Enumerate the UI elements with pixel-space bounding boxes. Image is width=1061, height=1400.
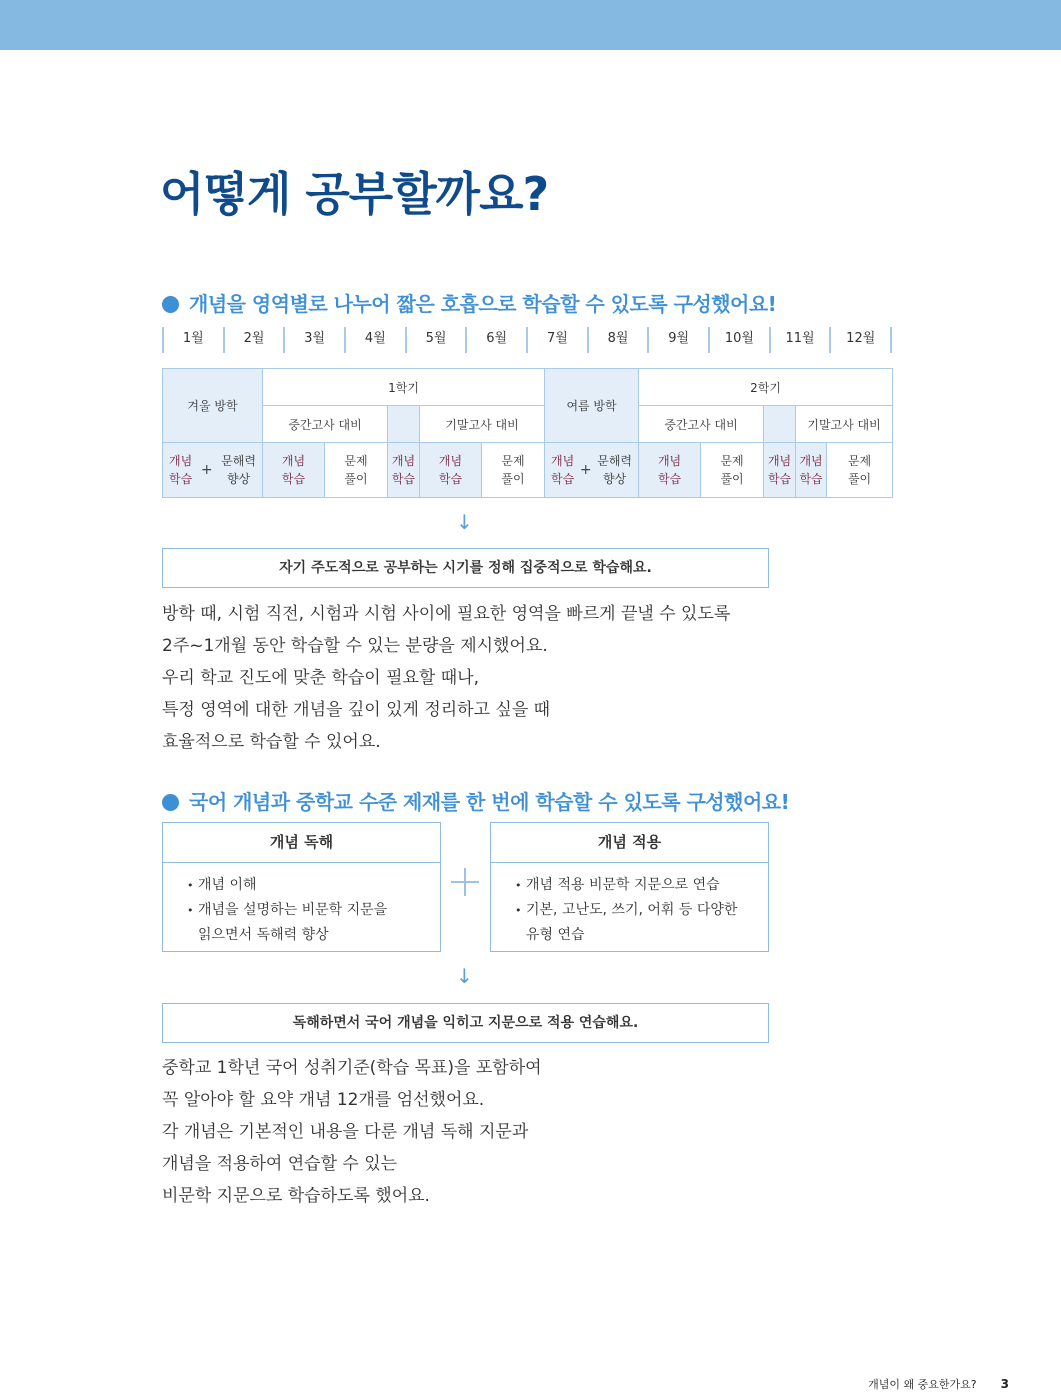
concept-label: 개념 <box>767 454 792 468</box>
paragraph-line: 개념을 적용하여 연습할 수 있는 <box>162 1154 398 1174</box>
month-label: 4월 <box>346 327 407 353</box>
list-item-continuation <box>187 923 428 948</box>
term2-final-cell: 기말고사 대비 <box>796 406 893 443</box>
concept-reading-box <box>162 822 441 952</box>
improve-label: 향상 <box>603 472 627 486</box>
paragraph-line: 방학 때, 시험 직전, 시험과 시험 사이에 필요한 영역을 빠르게 끝낼 수 있도록 <box>162 604 731 624</box>
section1-paragraph <box>162 598 730 758</box>
concept-study-cell <box>420 443 482 498</box>
paragraph-line: 우리 학교 진도에 맞춘 학습이 필요할 때나, <box>162 668 480 688</box>
solving-label: 풀이 <box>720 472 744 486</box>
problem-solving-cell <box>325 443 388 498</box>
list-item-continuation <box>515 923 756 948</box>
paragraph-line: 중학교 1학년 국어 성취기준(학습 목표)을 포함하여 <box>162 1058 542 1078</box>
plus-icon <box>451 868 479 896</box>
top-color-band <box>0 0 1061 50</box>
solving-label: 풀이 <box>847 472 872 486</box>
study-label: 학습 <box>551 472 575 486</box>
concept-study-cell <box>796 443 827 498</box>
section2-paragraph <box>162 1052 542 1212</box>
month-label: 11월 <box>771 327 832 353</box>
study-label: 학습 <box>767 472 792 486</box>
paragraph-line: 특정 영역에 대한 개념을 깊이 있게 정리하고 싶을 때 <box>162 700 551 720</box>
down-arrow-icon: ↓ <box>456 964 473 988</box>
month-label: 9월 <box>649 327 710 353</box>
problem-label: 문제 <box>847 454 872 468</box>
section1-heading-text: 개념을 영역별로 나누어 짧은 호흡으로 학습할 수 있도록 구성했어요! <box>189 292 777 316</box>
paragraph-line: 각 개념은 기본적인 내용을 다룬 개념 독해 지문과 <box>162 1122 529 1142</box>
list-item: • 개념 이해 <box>187 873 428 898</box>
month-label: 7월 <box>528 327 589 353</box>
term1-midterm-cell: 중간고사 대비 <box>263 406 388 443</box>
term1-gap-cell <box>388 406 420 443</box>
paragraph-line: 비문학 지문으로 학습하도록 했어요. <box>162 1186 430 1206</box>
concept-study-cell <box>263 443 325 498</box>
concept-label: 개념 <box>799 454 823 468</box>
list-item: • 개념 적용 비문학 지문으로 연습 <box>515 873 756 898</box>
paragraph-line: 효율적으로 학습할 수 있어요. <box>162 732 381 752</box>
term2-gap-cell <box>764 406 796 443</box>
page-title: 어떻게 공부할까요? <box>160 167 549 221</box>
problem-solving-cell <box>482 443 545 498</box>
problem-label: 문제 <box>720 454 744 468</box>
problem-label: 문제 <box>344 454 368 468</box>
concept-application-title: 개념 적용 <box>491 823 768 863</box>
concept-study-cell <box>388 443 420 498</box>
solving-label: 풀이 <box>501 472 525 486</box>
study-label: 학습 <box>657 472 682 486</box>
winter-break-cell: 겨울 방학 <box>163 369 263 443</box>
bullet-circle-icon <box>162 794 179 811</box>
problem-label: 문제 <box>501 454 525 468</box>
concept-label: 개념 <box>281 454 306 468</box>
down-arrow-icon: ↓ <box>456 510 473 534</box>
month-label: 2월 <box>225 327 286 353</box>
concept-application-box <box>490 822 769 952</box>
plus-icon: + <box>200 462 213 478</box>
term1-final-cell: 기말고사 대비 <box>420 406 545 443</box>
summer-activity-cell <box>545 443 639 498</box>
plus-icon: + <box>579 462 592 478</box>
section2-heading <box>162 786 789 815</box>
solving-label: 풀이 <box>344 472 368 486</box>
study-label: 학습 <box>438 472 463 486</box>
study-label: 학습 <box>391 472 416 486</box>
literacy-label: 문해력 <box>597 454 633 468</box>
study-label: 학습 <box>281 472 306 486</box>
concept-label: 개념 <box>391 454 416 468</box>
month-label: 8월 <box>589 327 650 353</box>
concept-label: 개념 <box>551 454 575 468</box>
month-label: 3월 <box>285 327 346 353</box>
concept-label: 개념 <box>657 454 682 468</box>
term2-midterm-cell: 중간고사 대비 <box>639 406 764 443</box>
section2-heading-text: 국어 개념과 중학교 수준 제재를 한 번에 학습할 수 있도록 구성했어요! <box>189 790 790 814</box>
list-item: • 기본, 고난도, 쓰기, 어휘 등 다양한 <box>515 898 756 923</box>
month-label: 6월 <box>467 327 528 353</box>
list-item-text: 읽으면서 독해력 향상 <box>198 927 329 943</box>
summer-break-cell: 여름 방학 <box>545 369 639 443</box>
concept-study-cell <box>764 443 796 498</box>
winter-activity-cell <box>163 443 263 498</box>
month-timeline <box>162 327 892 353</box>
list-item: • 개념을 설명하는 비문학 지문을 <box>187 898 428 923</box>
paragraph-line: 2주~1개월 동안 학습할 수 있는 분량을 제시했어요. <box>162 636 548 656</box>
list-item-text: 유형 연습 <box>526 927 585 943</box>
bullet-circle-icon <box>162 296 179 313</box>
study-plan-table <box>162 368 893 498</box>
section1-heading <box>162 288 776 317</box>
term2-cell: 2학기 <box>639 369 893 406</box>
month-label: 5월 <box>407 327 468 353</box>
literacy-label: 문해력 <box>221 454 256 468</box>
problem-solving-cell <box>701 443 764 498</box>
study-label: 학습 <box>169 472 193 486</box>
paragraph-line: 꼭 알아야 할 요약 개념 12개를 엄선했어요. <box>162 1090 485 1110</box>
month-label: 1월 <box>164 327 225 353</box>
concept-label: 개념 <box>438 454 463 468</box>
month-label: 12월 <box>831 327 892 353</box>
improve-label: 향상 <box>227 472 251 486</box>
section1-callout: 자기 주도적으로 공부하는 시기를 정해 집중적으로 학습해요. <box>162 548 769 588</box>
page-footer <box>868 1376 1009 1392</box>
concept-label: 개념 <box>169 454 193 468</box>
study-label: 학습 <box>799 472 823 486</box>
section2-callout: 독해하면서 국어 개념을 익히고 지문으로 적용 연습해요. <box>162 1003 769 1043</box>
term1-cell: 1학기 <box>263 369 545 406</box>
month-label: 10월 <box>710 327 771 353</box>
concept-study-cell <box>639 443 701 498</box>
problem-solving-cell <box>827 443 893 498</box>
concept-reading-title: 개념 독해 <box>163 823 440 863</box>
page-number: 3 <box>1000 1377 1009 1391</box>
footer-chapter-label: 개념이 왜 중요한가요? <box>868 1378 977 1391</box>
